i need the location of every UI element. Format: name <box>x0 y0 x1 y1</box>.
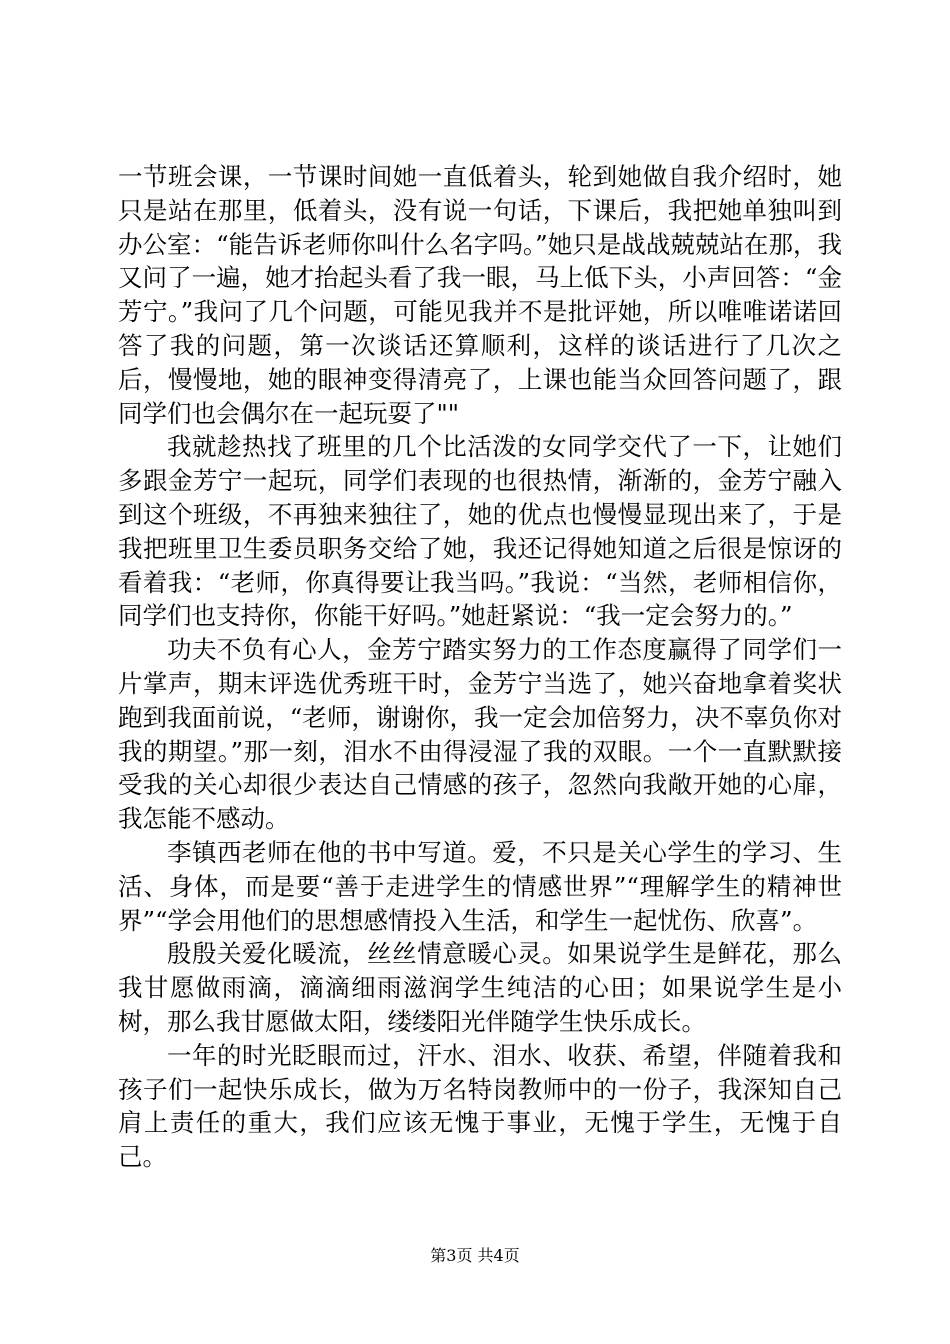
paragraph-2: 我就趁热找了班里的几个比活泼的女同学交代了一下，让她们多跟金芳宁一起玩，同学们表现的也很热情，渐渐的，金芳宁融入到这个班级，不再独来独往了，她的优点也慢慢显现出来了，于是我把班里卫生委员职务交给了她，我还记得她知道之后很是惊讶的看着我：“老师，你真得要让我当吗。”我说：“当然，老师相信你，同学们也支持你，你能干好吗。”她赶紧说：“我一定会努力的。” <box>118 432 842 631</box>
document-body <box>118 160 842 1174</box>
paragraph-4: 李镇西老师在他的书中写道。爱，不只是关心学生的学习、生活、身体，而是要“善于走进学生的情感世界”“理解学生的精神世界”“学会用他们的思想感情投入生活，和学生一起忧伤、欣喜”。 <box>118 837 842 935</box>
page-footer: 第3页 共4页 <box>430 1246 520 1265</box>
paragraph-6: 一年的时光眨眼而过，汗水、泪水、收获、希望，伴随着我和孩子们一起快乐成长，做为万名特岗教师中的一份子，我深知自己肩上责任的重大，我们应该无愧于事业，无愧于学生，无愧于自己。 <box>118 1040 842 1172</box>
paragraph-3: 功夫不负有心人，金芳宁踏实努力的工作态度赢得了同学们一片掌声，期末评选优秀班干时，金芳宁当选了，她兴奋地拿着奖状跑到我面前说，“老师，谢谢你，我一定会加倍努力，决不辜负你对我的期望。”那一刻，泪水不由得浸湿了我的双眼。一个一直默默接受我的关心却很少表达自己情感的孩子，忽然向我敞开她的心扉，我怎能不感动。 <box>118 635 842 834</box>
paragraph-1: 一节班会课，一节课时间她一直低着头，轮到她做自我介绍时，她只是站在那里，低着头，没有说一句话，下课后，我把她单独叫到办公室：“能告诉老师你叫什么名字吗。”她只是战战兢兢站在那，我又问了一遍，她才抬起头看了我一眼，马上低下头，小声回答：“金芳宁。”我问了几个问题，可能见我并不是批评她，所以唯唯诺诺回答了我的问题，第一次谈话还算顺利，这样的谈话进行了几次之后，慢慢地，她的眼神变得清亮了，上课也能当众回答问题了，跟同学们也会偶尔在一起玩耍了"" <box>118 162 842 428</box>
paragraph-5: 殷殷关爱化暖流，丝丝情意暖心灵。如果说学生是鲜花，那么我甘愿做雨滴，滴滴细雨滋润学生纯洁的心田；如果说学生是小树，那么我甘愿做太阳，缕缕阳光伴随学生快乐成长。 <box>118 939 842 1036</box>
